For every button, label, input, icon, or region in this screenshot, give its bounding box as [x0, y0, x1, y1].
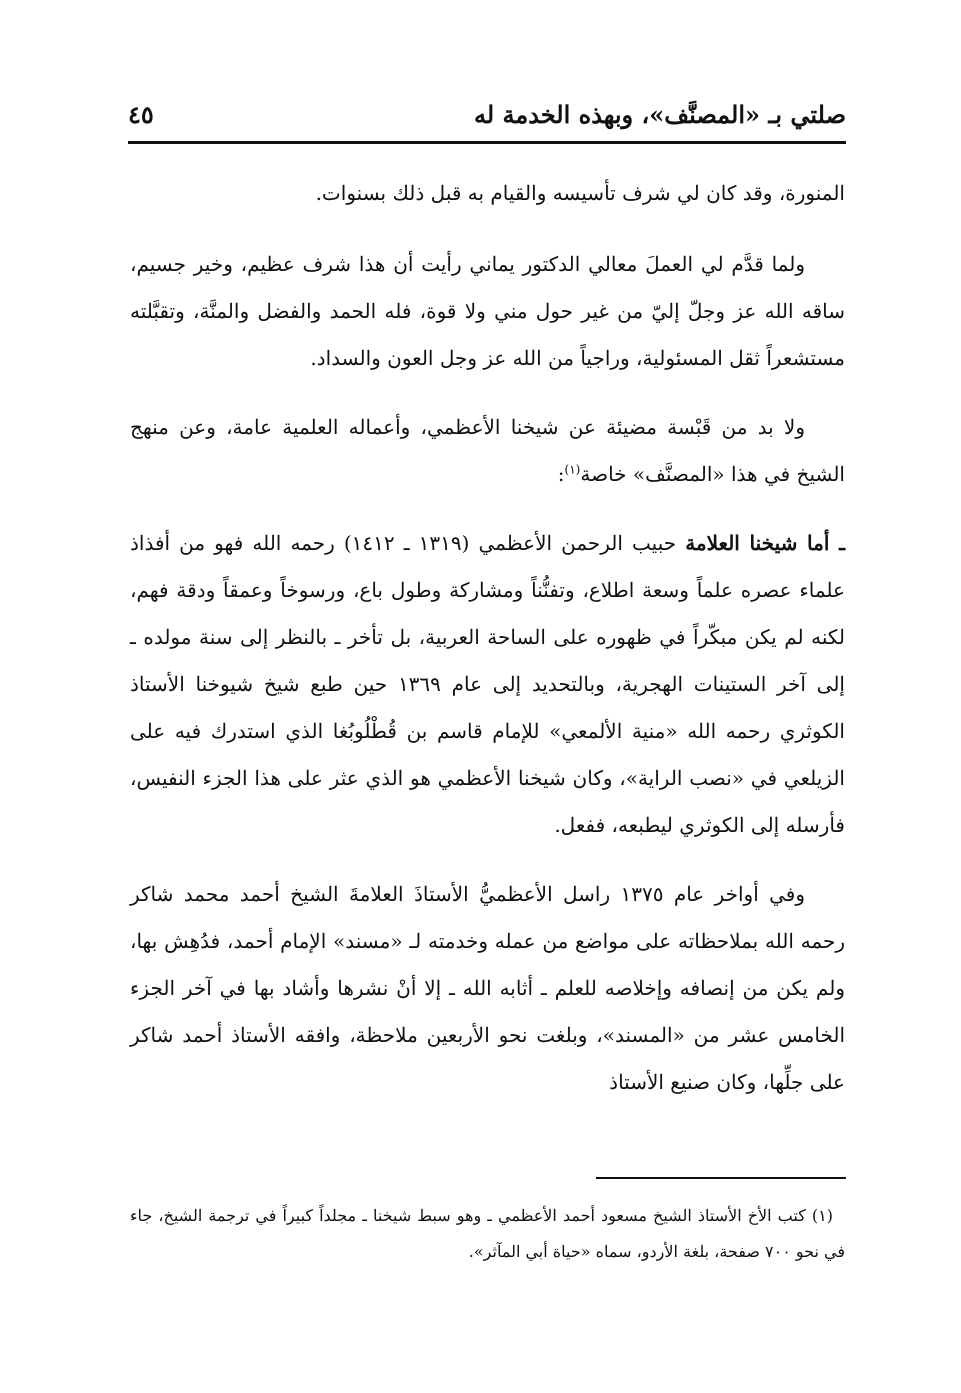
page-header — [128, 88, 846, 140]
paragraph-4 — [130, 520, 845, 849]
page-number: ٤٥ — [128, 99, 154, 129]
footnote-marker: (١) — [564, 462, 581, 477]
running-title: صلتي بـ «المصنَّف»، وبهذه الخدمة له — [473, 99, 846, 129]
paragraph-3-tail: : — [557, 462, 565, 486]
header-rule — [128, 141, 846, 144]
paragraph-4-text: حبيب الرحمن الأعظمي (١٣١٩ ـ ١٤١٢) رحمه الله فهو من أفذاذ علماء عصره علماً وسعة اطلاع، وتفنُّناً ومشاركة وطول باع، ورسوخاً وعمقاً ودقة فهم، لكنه لم يكن مبكّراً في ظهوره على الساحة العربية، بل تأخر ـ بالنظر إلى سنة مولده ـ إلى آخر الستينات الهجرية، وبالتحديد إلى عام ١٣٦٩ حين طبع شيخ شيوخنا الأستاذ الكوثري رحمه الله «منية الألمعي» للإمام قاسم بن قُطْلُوبُغا الذي استدرك فيه على الزيلعي في «نصب الراية»، وكان شيخنا الأعظمي هو الذي عثر على هذا الجزء النفيس، فأرسله إلى الكوثري ليطبعه، ففعل. — [130, 531, 845, 837]
footnote — [130, 1198, 845, 1270]
paragraph-3 — [130, 404, 845, 498]
footnote-rule — [596, 1177, 846, 1179]
paragraph-1: المنورة، وقد كان لي شرف تأسيسه والقيام به قبل ذلك بسنوات. — [315, 181, 845, 205]
paragraph-2: ولما قدَّم لي العملَ معالي الدكتور يماني رأيت أن هذا شرف عظيم، وخير جسيم، ساقه الله عز وجلّ إليّ من غير حول مني ولا قوة، فله الحمد والفضل والمنَّة، وتقبَّلته مستشعراً ثقل المسئولية، وراجياً من الله عز وجل العون والسداد. — [130, 252, 845, 370]
footnote-text: (١) كتب الأخ الأستاذ الشيخ مسعود أحمد الأعظمي ـ وهو سبط شيخنا ـ مجلداً كبيراً في ترجمة الشيخ، جاء في نحو ٧٠٠ صفحة، بلغة الأردو، سماه «حياة أبي المآثر». — [130, 1206, 845, 1261]
paragraph-4-lead: ـ أما شيخنا العلامة — [685, 531, 845, 555]
paragraph-5: وفي أواخر عام ١٣٧٥ راسل الأعظميُّ الأستاذَ العلامةَ الشيخ أحمد محمد شاكر رحمه الله بملاحظاته على مواضع من عمله وخدمته لـ «مسند» الإمام أحمد، فدُهِش بها، ولم يكن من إنصافه وإخلاصه للعلم ـ أثابه الله ـ إلا أنْ نشرها وأشاد بها في آخر الجزء الخامس عشر من «المسند»، وبلغت نحو الأربعين ملاحظة، وافقه الأستاذ أحمد شاكر على جلِّها، وكان صنيع الأستاذ — [130, 882, 845, 1094]
body-text — [130, 170, 845, 1128]
paragraph-3-text: ولا بد من قَبْسة مضيئة عن شيخنا الأعظمي، وأعماله العلمية عامة، وعن منهج الشيخ في هذا «المصنَّف» خاصة — [130, 415, 845, 486]
